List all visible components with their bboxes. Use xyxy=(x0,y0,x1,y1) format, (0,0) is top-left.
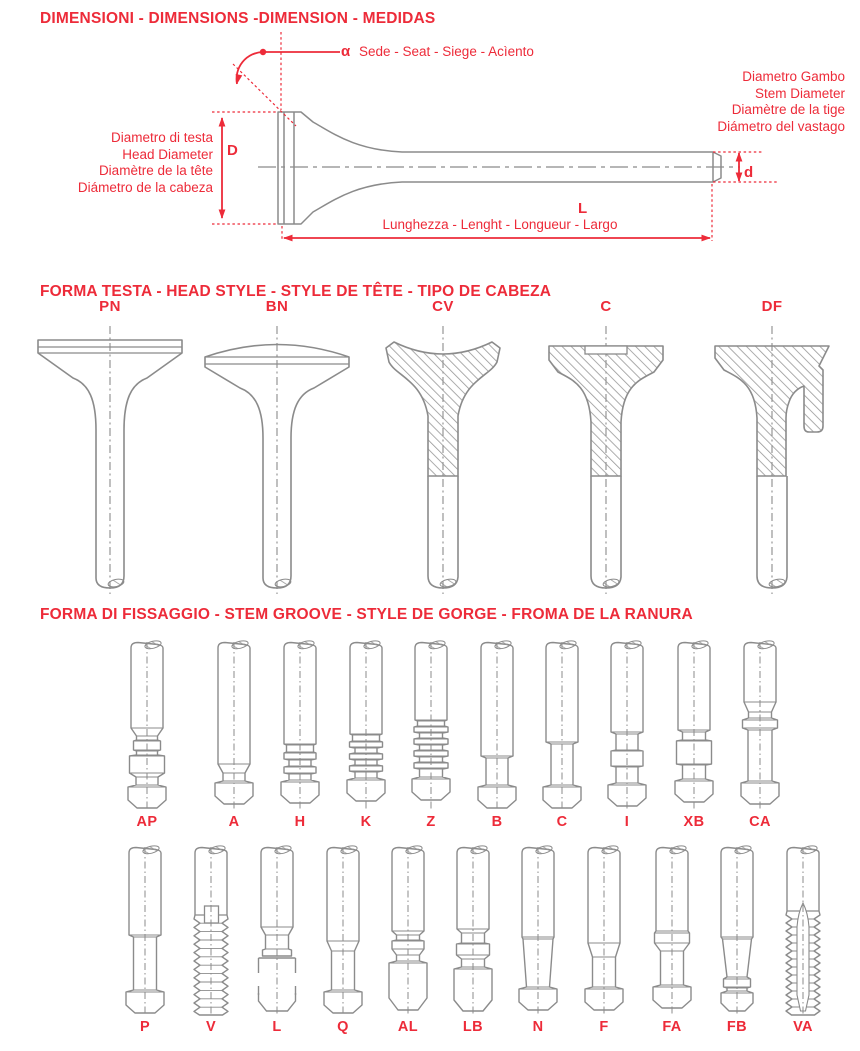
stem-groove-figure-AP xyxy=(123,640,171,830)
stem-groove-figure-C xyxy=(538,640,586,830)
valve-head-drawing-PN xyxy=(25,326,195,596)
stem-groove-figure-K xyxy=(342,640,390,830)
stem-drawing-B xyxy=(473,640,521,812)
head-style-label: PN xyxy=(99,298,121,315)
stem-groove-label: C xyxy=(556,814,568,830)
stem-drawing-Z xyxy=(407,640,455,812)
seat-angle-symbol: α xyxy=(341,43,351,60)
stem-groove-figure-P xyxy=(121,845,169,1035)
stem-groove-figure-LB xyxy=(449,845,497,1035)
head-diameter-symbol: D xyxy=(227,142,238,159)
stem-drawing-XB xyxy=(670,640,718,812)
head-style-section-title: FORMA TESTA - HEAD STYLE - STYLE DE TÊTE - TIPO DE CABEZA xyxy=(40,283,552,300)
stem-groove-figure-AL xyxy=(384,845,432,1035)
stem-groove-figure-Q xyxy=(319,845,367,1035)
stem-groove-figure-V xyxy=(187,845,235,1035)
stem-groove-label: FA xyxy=(662,1019,682,1035)
stem-groove-figure-L xyxy=(253,845,301,1035)
stem-drawing-A xyxy=(210,640,258,812)
stem-drawing-Q xyxy=(319,845,367,1017)
stem-drawing-C xyxy=(538,640,586,812)
head-style-label: BN xyxy=(265,298,289,315)
stem-groove-figure-FA xyxy=(648,845,696,1035)
stem-groove-figure-B xyxy=(473,640,521,830)
stem-groove-row-2 xyxy=(0,845,860,1045)
stem-groove-figure-H xyxy=(276,640,324,830)
stem-groove-section-title: FORMA DI FISSAGGIO - STEM GROOVE - STYLE DE GORGE - FROMA DE LA RANURA xyxy=(40,606,693,623)
stem-groove-label: F xyxy=(599,1019,609,1035)
stem-groove-label: CA xyxy=(749,814,771,830)
stem-groove-label: A xyxy=(228,814,240,830)
stem-groove-figure-N xyxy=(514,845,562,1035)
stem-drawing-AP xyxy=(123,640,171,812)
stem-diameter-label: Diametro Gambo Stem Diameter Diamètre de la tige Diámetro del vastago xyxy=(717,69,845,134)
stem-groove-figure-A xyxy=(210,640,258,830)
stem-drawing-H xyxy=(276,640,324,812)
dimensions-section-title: DIMENSIONI - DIMENSIONS -DIMENSION - MEDIDAS xyxy=(40,10,436,27)
stem-drawing-F xyxy=(580,845,628,1017)
stem-drawing-FB xyxy=(713,845,761,1017)
stem-groove-figure-XB xyxy=(670,640,718,830)
stem-drawing-P xyxy=(121,845,169,1017)
head-style-figure-BN xyxy=(192,298,362,596)
stem-groove-label: H xyxy=(294,814,306,830)
stem-drawing-AL xyxy=(384,845,432,1017)
seat-label: Sede - Seat - Siege - Acìento xyxy=(359,44,534,59)
head-style-figure-CV xyxy=(378,298,508,596)
stem-groove-label: I xyxy=(624,814,630,830)
stem-groove-row-1 xyxy=(0,640,860,840)
head-style-figure-C xyxy=(541,298,671,596)
stem-groove-label: Q xyxy=(337,1019,349,1035)
stem-groove-figure-CA xyxy=(736,640,784,830)
stem-groove-label: N xyxy=(532,1019,544,1035)
stem-groove-label: VA xyxy=(793,1019,813,1035)
stem-groove-label: Z xyxy=(426,814,436,830)
stem-groove-label: AL xyxy=(397,1019,419,1035)
stem-groove-figure-VA xyxy=(779,845,827,1035)
stem-groove-label: P xyxy=(139,1019,151,1035)
head-style-label: CV xyxy=(432,298,454,315)
stem-groove-label: L xyxy=(272,1019,282,1035)
length-symbol: L xyxy=(578,200,588,217)
valve-head-drawing-BN xyxy=(192,326,362,596)
seat-angle-vertex-dot xyxy=(260,49,266,55)
stem-groove-figure-Z xyxy=(407,640,455,830)
valve-head-drawing-C xyxy=(541,326,671,596)
length-label: Lunghezza - Lenght - Longueur - Largo xyxy=(382,217,618,232)
stem-groove-label: FB xyxy=(726,1019,748,1035)
head-style-label: DF xyxy=(761,298,783,315)
stem-groove-figure-FB xyxy=(713,845,761,1035)
stem-drawing-CA xyxy=(736,640,784,812)
stem-drawing-N xyxy=(514,845,562,1017)
stem-groove-label: LB xyxy=(462,1019,484,1035)
stem-groove-label: XB xyxy=(683,814,705,830)
stem-groove-label: B xyxy=(491,814,503,830)
stem-groove-label: V xyxy=(205,1019,217,1035)
head-style-figure-PN xyxy=(25,298,195,596)
head-diameter-label: Diametro di testa Head Diameter Diamètre de la tête Diámetro de la cabeza xyxy=(77,130,213,195)
stem-drawing-K xyxy=(342,640,390,812)
stem-drawing-V xyxy=(187,845,235,1017)
stem-groove-figure-I xyxy=(603,640,651,830)
stem-drawing-FA xyxy=(648,845,696,1017)
stem-drawing-VA xyxy=(779,845,827,1017)
stem-diameter-symbol: d xyxy=(744,164,754,181)
stem-groove-figure-F xyxy=(580,845,628,1035)
stem-drawing-I xyxy=(603,640,651,812)
head-style-label: C xyxy=(600,298,612,315)
stem-groove-label: AP xyxy=(136,814,158,830)
stem-drawing-LB xyxy=(449,845,497,1017)
valve-head-drawing-DF xyxy=(707,326,837,596)
stem-groove-label: K xyxy=(360,814,372,830)
stem-drawing-L xyxy=(253,845,301,1017)
head-style-figure-DF xyxy=(707,298,837,596)
valve-head-drawing-CV xyxy=(378,326,508,596)
